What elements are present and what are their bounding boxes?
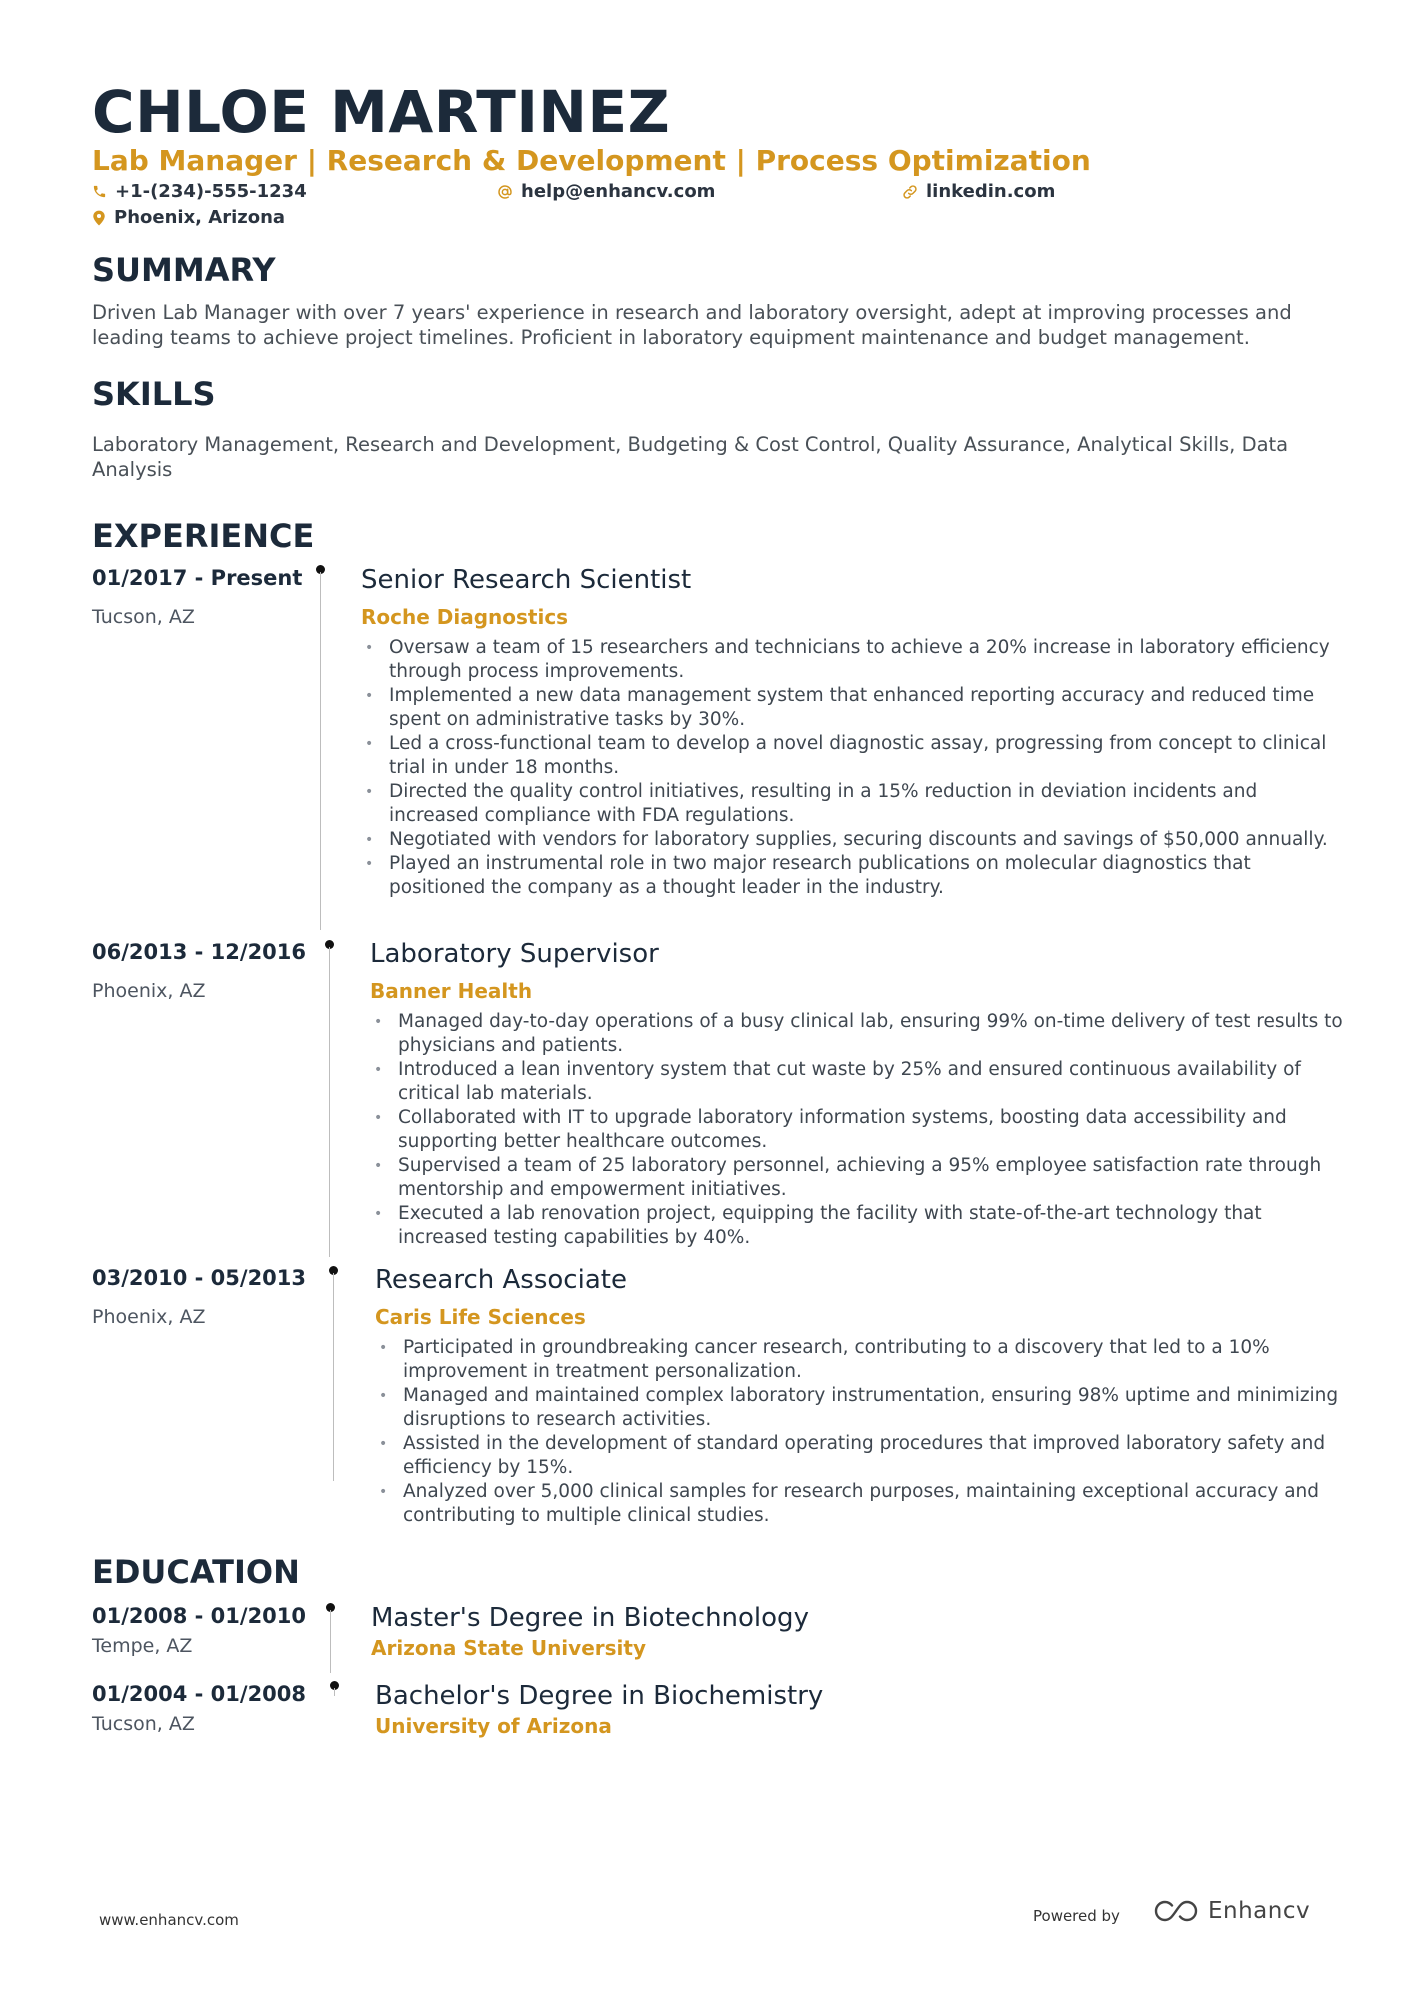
education-heading: EDUCATION: [92, 1553, 300, 1591]
education-school: University of Arizona: [375, 1714, 612, 1738]
contact-linkedin: [902, 181, 1055, 202]
footer-brand-logo[interactable]: [1152, 1898, 1310, 1924]
location-pin-icon: [92, 210, 106, 226]
job-bullets: [370, 1010, 1346, 1250]
phone-icon: [92, 184, 107, 199]
linkedin-text[interactable]: linkedin.com: [926, 181, 1056, 202]
list-item: • Directed the quality control initiatives, resulting in a 15% reduction in deviation incidents and increased compliance with FDA regulations.: [361, 780, 1346, 828]
education-dates: 01/2008 - 01/2010: [92, 1604, 307, 1628]
summary-text: Driven Lab Manager with over 7 years' experience in research and laboratory oversight, adept at improving processes and leading teams to achieve project timelines. Proficient in laboratory equipment maintenance and budget management.: [92, 301, 1292, 349]
at-icon: [497, 184, 513, 200]
list-item: • Played an instrumental role in two major research publications on molecular diagnostics that positioned the company as a thought leader in the industry.: [361, 852, 1346, 900]
list-item: • Collaborated with IT to upgrade laboratory information systems, boosting data accessibility and supporting better healthcare outcomes.: [370, 1106, 1346, 1154]
list-item: • Assisted in the development of standard operating procedures that improved laboratory safety and efficiency by 15%.: [375, 1432, 1346, 1480]
job-bullets: [375, 1336, 1346, 1528]
candidate-name: CHLOE MARTINEZ: [92, 78, 671, 146]
job-location: Phoenix, AZ: [92, 1306, 206, 1328]
link-icon: [902, 184, 918, 200]
footer-website[interactable]: www.enhancv.com: [99, 1911, 239, 1929]
job-dates: 01/2017 - Present: [92, 566, 303, 590]
job-role: Research Associate: [375, 1265, 627, 1295]
job-location: Phoenix, AZ: [92, 980, 206, 1002]
experience-heading: EXPERIENCE: [92, 517, 315, 555]
list-item: • Executed a lab renovation project, equipping the facility with state-of-the-art technology that increased testing capabilities by 40%.: [370, 1202, 1346, 1250]
contact-email: [497, 181, 715, 202]
job-role: Senior Research Scientist: [361, 565, 692, 595]
timeline-line: [320, 572, 321, 930]
enhancv-logo-icon: [1152, 1899, 1200, 1923]
list-item: • Oversaw a team of 15 researchers and technicians to achieve a 20% increase in laboratory efficiency through process improvements.: [361, 636, 1346, 684]
list-item: • Managed and maintained complex laboratory instrumentation, ensuring 98% uptime and minimizing disruptions to research activities.: [375, 1384, 1346, 1432]
job-dates: 03/2010 - 05/2013: [92, 1266, 307, 1290]
job-company: Banner Health: [370, 979, 533, 1003]
education-school: Arizona State University: [371, 1636, 646, 1660]
job-bullets: [361, 636, 1346, 900]
list-item: • Implemented a new data management system that enhanced reporting accuracy and reduced time spent on administrative tasks by 30%.: [361, 684, 1346, 732]
candidate-tagline: Lab Manager | Research & Development | Process Optimization: [92, 144, 1091, 177]
job-company: Caris Life Sciences: [375, 1305, 586, 1329]
footer-powered-by: Powered by: [1033, 1907, 1120, 1925]
footer-brand-name: Enhancv: [1208, 1898, 1311, 1924]
email-text[interactable]: help@enhancv.com: [521, 181, 716, 202]
summary-heading: SUMMARY: [92, 251, 276, 289]
list-item: • Negotiated with vendors for laboratory supplies, securing discounts and savings of $50,000 annually.: [361, 828, 1346, 852]
job-company: Roche Diagnostics: [361, 605, 569, 629]
education-location: Tucson, AZ: [92, 1713, 195, 1735]
list-item: • Participated in groundbreaking cancer research, contributing to a discovery that led to a 10% improvement in treatment personalization.: [375, 1336, 1346, 1384]
timeline-line: [333, 1273, 334, 1481]
list-item: • Introduced a lean inventory system that cut waste by 25% and ensured continuous availability of critical lab materials.: [370, 1058, 1346, 1106]
education-dates: 01/2004 - 01/2008: [92, 1682, 307, 1706]
list-item: • Led a cross-functional team to develop a novel diagnostic assay, progressing from concept to clinical trial in under 18 months.: [361, 732, 1346, 780]
location-text: Phoenix, Arizona: [114, 207, 286, 228]
job-location: Tucson, AZ: [92, 606, 195, 628]
contact-location: [92, 207, 285, 228]
education-degree: Bachelor's Degree in Biochemistry: [375, 1681, 824, 1711]
list-item: • Supervised a team of 25 laboratory personnel, achieving a 95% employee satisfaction rate through mentorship and empowerment initiatives.: [370, 1154, 1346, 1202]
job-dates: 06/2013 - 12/2016: [92, 940, 307, 964]
skills-text: Laboratory Management, Research and Development, Budgeting & Cost Control, Quality Assurance, Analytical Skills, Data Analysis: [92, 433, 1289, 481]
timeline-line: [330, 1610, 331, 1673]
education-degree: Master's Degree in Biotechnology: [371, 1603, 809, 1633]
timeline-line: [329, 947, 330, 1257]
timeline-line: [334, 1688, 335, 1696]
skills-heading: SKILLS: [92, 375, 216, 413]
list-item: • Analyzed over 5,000 clinical samples for research purposes, maintaining exceptional accuracy and contributing to multiple clinical studies.: [375, 1480, 1346, 1528]
list-item: • Managed day-to-day operations of a busy clinical lab, ensuring 99% on-time delivery of test results to physicians and patients.: [370, 1010, 1346, 1058]
phone-text[interactable]: +1-(234)-555-1234: [115, 181, 307, 202]
job-role: Laboratory Supervisor: [370, 939, 659, 969]
contact-phone: [92, 181, 307, 202]
education-location: Tempe, AZ: [92, 1635, 193, 1657]
